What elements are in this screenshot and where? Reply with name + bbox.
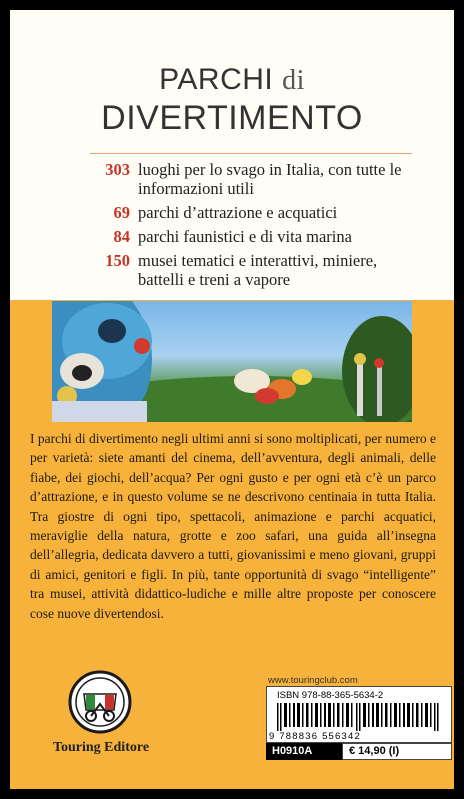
stat-text: musei tematici e interattivi, miniere, battelli e treni a vapore <box>138 251 378 289</box>
park-sculpture-photo <box>52 301 412 422</box>
stat-number: 303 <box>105 160 130 179</box>
stat-text: luoghi per lo svago in Italia, con tutte le informazioni utili <box>138 160 402 198</box>
isbn-text: ISBN 978-88-365-5634-2 <box>277 690 384 701</box>
stat-item <box>90 160 420 198</box>
barcode-digits: 9 788836 556342 <box>269 731 361 742</box>
website-url: www.touringclub.com <box>268 675 358 686</box>
stat-item <box>90 227 420 246</box>
product-code: H0910A <box>266 743 342 760</box>
stat-number: 84 <box>113 227 130 246</box>
title-panel <box>10 10 454 300</box>
stat-number: 150 <box>105 251 130 270</box>
barcode-panel <box>266 686 452 743</box>
stat-item <box>90 251 420 289</box>
stats-list <box>90 160 420 294</box>
stat-text: parchi faunistici e di vita marina <box>138 227 352 246</box>
publisher-name: Touring Editore <box>52 740 150 755</box>
price-tag <box>342 743 452 760</box>
stat-number: 69 <box>113 203 130 222</box>
book-title-line1: PARCHI di <box>159 63 305 96</box>
price-value: € 14,90 <box>349 745 386 757</box>
touring-club-logo-icon <box>68 670 132 734</box>
stat-text: parchi d’attrazione e acquatici <box>138 203 338 222</box>
book-description: I parchi di divertimento negli ultimi anni si sono moltiplicati, per numero e per varietà: siete amanti del cinema, dell’avventura, degli animali, delle fiabe, dei giochi, dell’acqua? Per ogni gusto e per ogni età c’è un parco d’attrazione, e in questo volume se ne descrivono centinaia in tutta Italia. Tra giostre di ogni tipo, spettacoli, animazione e parchi acquatici, meraviglie della natura, grotte e zoo safari, una guida all’insegna dell’allegria, dedicata davvero a tutti, giovanissimi e meno giovani, gruppi di amici, genitori e figli. In più, tante opportunità di svago “intelligente” tra musei, attività didattico-ludiche e mille altre proposte per conoscere cose nuove divertendosi. <box>30 431 436 621</box>
barcode-icon <box>277 703 443 731</box>
park-sculpture-illustration <box>52 301 412 422</box>
stat-item <box>90 203 420 222</box>
price-note: (I) <box>388 745 400 757</box>
book-title-line2: DIVERTIMENTO <box>101 99 363 137</box>
title-divider <box>90 153 412 154</box>
price-row <box>266 743 452 760</box>
book-back-cover <box>10 10 454 789</box>
